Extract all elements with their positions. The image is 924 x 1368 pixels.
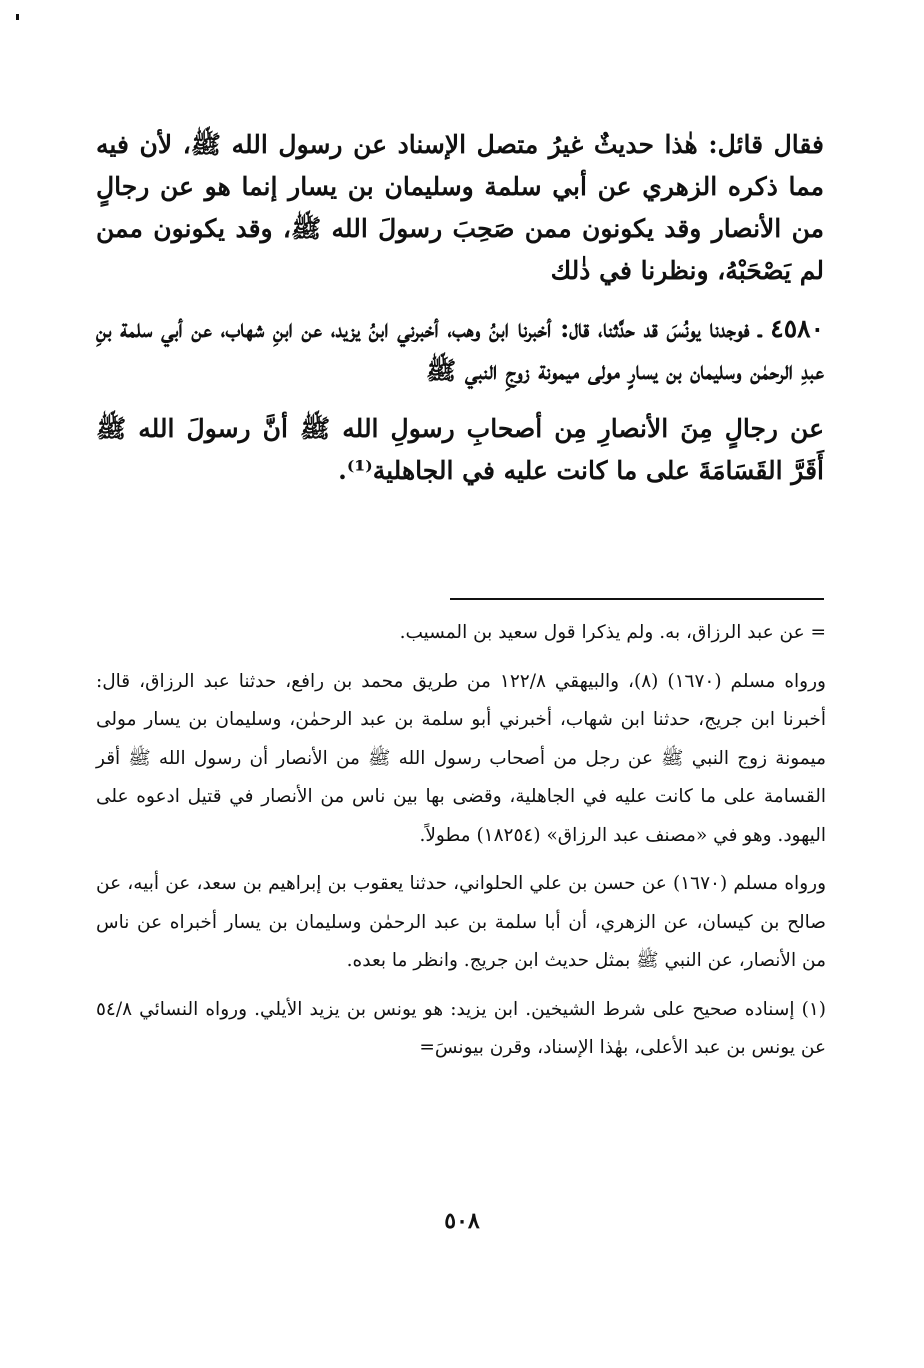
page-number: ٥٠٨ [444, 1208, 480, 1234]
footnote-continuation: = عن عبد الرزاق، به. ولم يذكرا قول سعيد بن المسيب. [399, 622, 826, 643]
main-paragraph-intro: فقال قائل: هٰذا حديثٌ غيرُ متصل الإسناد عن رسول الله ﷺ، لأن فيه مما ذكره الزهري عن أبي سلمة وسليمان بن يسار إنما هو عن رجالٍ من الأنصار وقد يكونون ممن صَحِبَ رسولَ الله ﷺ، وقد يكونون ممن لم يَصْحَبْهُ، ونظرنا في ذٰلك [96, 130, 824, 285]
scan-mark [16, 14, 19, 20]
main-paragraph-hadith-4580-matn: عن رجالٍ مِنَ الأنصارِ مِن أصحابِ رسولِ الله ﷺ أنَّ رسولَ الله ﷺ أَقَرَّ القَسَامَةَ على ما كانت عليه في الجاهلية⁽¹⁾. [96, 414, 824, 485]
footnote-divider [450, 598, 824, 600]
main-text [96, 124, 824, 492]
footnote-muslim-bayhaqi: ورواه مسلم (١٦٧٠) (٨)، والبيهقي ١٢٢/٨ من طريق محمد بن رافع، حدثنا عبد الرزاق، قال: أخبرنا ابن جريج، حدثنا ابن شهاب، أخبرني أبو سلمة بن عبد الرحمٰن، وسليمان بن يسار مولى ميمونة زوج النبي ﷺ عن رجل من أصحاب رسول الله ﷺ من الأنصار أن رسول الله ﷺ أقر القسامة على ما كانت عليه في الجاهلية، وقضى بها بين ناس من الأنصار في قتيل ادعوه على اليهود. وهو في «مصنف عبد الرزاق» (١٨٢٥٤) مطولاً. [96, 670, 826, 846]
footnote-1-isnad: (١) إسناده صحيح على شرط الشيخين. ابن يزيد: هو يونس بن يزيد الأيلي. ورواه النسائي ٥٤/٨ عن يونس بن عبد الأعلى، بهٰذا الإسناد، وقرن بيونسَ= [96, 998, 826, 1058]
footnotes-section [96, 614, 826, 1068]
main-paragraph-hadith-4580-isnad: ٤٥٨٠ ـ فوجدنا يونُسَ قد حدَّثنا، قال: أخبرنا ابنُ وهب، أخبرني ابنُ يزيد، عن ابنِ شهاب، عن أبي سلمة بنِ عبدِ الرحمٰن وسليمان بن يسارٍ مولى ميمونة زوجِ النبي ﷺ [96, 314, 824, 385]
footnote-muslim-hulwani: ورواه مسلم (١٦٧٠) عن حسن بن علي الحلواني، حدثنا يعقوب بن إبراهيم بن سعد، عن أبيه، عن صالح بن كيسان، عن الزهري، أن أبا سلمة بن عبد الرحمٰن وسليمان بن يسار أخبراه عن ناس من الأنصار، عن النبي ﷺ بمثل حديث ابن جريج. وانظر ما بعده. [96, 873, 826, 971]
